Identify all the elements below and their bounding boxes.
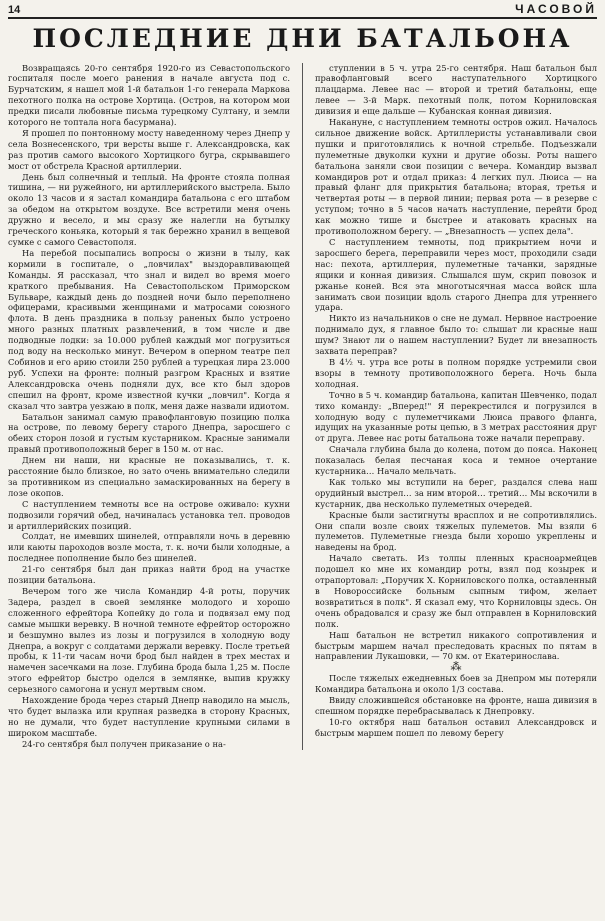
paragraph: Солдат, не имевших шинелей, отправляли ночь в деревню или каюты пароходов возле моста, т. к. ночи были холодные, а последнее пополнение было без шинелей. bbox=[8, 531, 290, 564]
paragraph: После тяжелых ежедневных боев за Днепром мы потеряли Командира батальона и около 1/3 состава. bbox=[315, 673, 597, 695]
paragraph: ступлении в 5 ч. утра 25-го сентября. Наш батальон был правофланговый всего наступательного Хортицкого плацдарма. Левее нас — второй и третий батальоны, еще левее — 3-й Марк. пехотный полк, потом Корниловская дивизия и еще дальше — Кубанская конная дивизия. bbox=[315, 62, 597, 117]
page-header bbox=[8, 2, 597, 19]
paragraph: На перебой посыпались вопросы о жизни в тылу, как кормили в госпитале, о „ловчилах" выздоравливающей Команды. Я рассказал, что знал и видел во время моего краткого пребывания. На Севастопольском Приморском Бульваре, каждый день до поздней ночи было переполнено офицерами, красивыми женщинами и матросами союзного флота. В день праздника в пользу раненых было устроено много разных платных развлечений, в том числе и две подводные лодки: за 10.000 рублей каждый мог погрузиться под воду на несколько минут. Вечером в оперном театре пел Собинов и его арию стоили 250 рублей а турецкая лира 23.000 руб. Успехи на фронте: полный разгром Красных и взятие Александровска очень подняли дух, все кто был здоров спешил на фронт, кроме известной кучки „ловчил". Когда я сказал что завтра уезжаю в полк, меня даже назвали идиотом. bbox=[8, 247, 290, 411]
paragraph: Как только мы вступили на берег, раздался слева наш орудийный выстрел… за ним второй… третий… Мы вскочили в кустарник, два несколько пулеметных очередей. bbox=[315, 476, 597, 509]
paragraph: Днем ни наши, ни красные не показывались, т. к. расстояние было близкое, но зато очень внимательно следили за противником из специально замаскированных на берегу в лозе окопов. bbox=[8, 455, 290, 498]
paragraph: Я прошел по понтонному мосту наведенному через Днепр у села Вознесенского, три версты выше г. Александровска, как раз против самого высокого Хортицкого бугра, скрывавшего мост от обстрела Красной артиллерии. bbox=[8, 127, 290, 171]
journal-title: ЧАСОВОЙ bbox=[515, 2, 597, 16]
page-number: 14 bbox=[8, 4, 21, 16]
paragraph: Начало светать. Из толпы пленных красноармейцев подошел ко мне их командир роты, взял под козырек и отрапортовал: „Поручик Х. Корниловского полка, оставленный в Новороссийске больным сыпным тифом, желает возвратиться в полк". Я сказал ему, что Корниловцы здесь. Он очень обрадовался и сразу же был отправлен в Корниловский полк. bbox=[315, 553, 597, 629]
paragraph: 24-го сентября был получен приказание о на- bbox=[22, 738, 226, 749]
paragraph: День был солнечный и теплый. На фронте стояла полная тишина, — ни ружейного, ни артиллерийского выстрела. Было около 13 часов и я застал командира батальона с его штабом за обедом на открытом воздухе. Все встретили меня очень дружно и весело, и мы сразу же налегли на бутылку греческого коньяка, который я так бережно хранил в вещевой сумке с самого Севастополя. bbox=[8, 171, 290, 247]
paragraph: Накануне, с наступлением темноты остров ожил. Началось сильное движение войск. Артиллеристы устанавливали свои пушки и приготовлялись к ночной стрельбе. Подъезжали пулеметные двуколки кухни и другие обозы. Роты нашего батальона заняли свои позиции с вечера. Командир вызвал командиров рот и отдал приказ: 4 легких пул. Люиса — на правый фланг для прикрытия батальона; вторая, третья и четвертая роты — в первой линии; первая рота — в резерве с уступом; точно в 5 часов начать наступление, перейти брод как можно тише и быстрее и атаковать красных на противоположном берегу. — „Внезапность — успех дела". bbox=[315, 117, 597, 237]
paragraph: С наступлением темноты все на острове оживало: кухни подвозили горячий обед, начиналась установка тел. проводов и артиллерийских позиций. bbox=[8, 498, 290, 531]
right-column bbox=[315, 63, 597, 750]
paragraph: Красные были застигнуты врасплох и не сопротивлялись. Они спали возле своих тяжелых пулеметов. Мы взяли 6 пулеметов. Пулеметные гнезда были хорошо укреплены и наведены на брод. bbox=[315, 509, 597, 553]
article-title: ПОСЛЕДНИЕ ДНИ БАТАЛЬОНА bbox=[32, 24, 573, 53]
paragraph: Батальон занимал самую правофланговую позицию полка на острове, по левому берегу старого Днепра, заросшего с обеих сторон лозой и густым кустарником. Красные занимали правый противоположный берег в 150 м. от нас. bbox=[8, 411, 290, 455]
section-break-dinkus: ⁂ bbox=[450, 660, 462, 674]
paragraph: Сначала глубина была до колена, потом до пояса. Наконец показалась белая песчаная коса и темное очертание кустарника… Начало мельчать. bbox=[315, 444, 597, 477]
paragraph: Никто из начальников о сне не думал. Нервное настроение поднимало дух, я главное было то: слышат ли красные наш шум? Знают ли о нашем наступлении? Будет ли внезапность захвата переправ? bbox=[315, 313, 597, 357]
paragraph: Возвращаясь 20-го сентября 1920-го из Севастопольского госпиталя после моего ранения в начале августа под с. Бурчатским, я нашел мой 1-й батальон 1-го генерала Маркова пехотного полка на острове Хортица. (Остров, на котором мои предки писали любовные письма турецкому Султану, и земли которого не топтала нога басурмана). bbox=[8, 62, 290, 128]
paragraph: В 4½ ч. утра все роты в полном порядке устремили свои взоры в темноту противоположного берега. Ночь была холодная. bbox=[315, 356, 597, 389]
paragraph: 10-го октября наш батальон оставил Александровск и быстрым маршем пошел по левому берегу bbox=[315, 716, 597, 738]
paragraph: Нахождение брода через старый Днепр наводило на мысль, что будет вылазка или крупная разведка в сторону Красных, но не думали, что будет наступление крупными силами в широком масштабе. bbox=[8, 695, 290, 738]
paragraph: С наступлением темноты, под прикрытием ночи и заросшего берега, переправили через мост, проходили сзади нас: пехота, артиллерия, пулеметные тачанки, зарядные ящики и конная дивизия. Слышался шум, скрип повозок и ржанье коней. Вся эта многотысячная масса войск шла занимать свои позиции вдоль старого Днепра для утреннего удара. bbox=[315, 237, 597, 313]
article-body bbox=[8, 63, 597, 750]
left-column bbox=[8, 63, 290, 750]
paragraph: 21-го сентября был дан приказ найти брод на участке позиции батальона. bbox=[8, 564, 290, 586]
paragraph: Вечером того же числа Командир 4-й роты, поручик Задера, раздел в своей землянке молодого и хорошо сложенного ефрейтора Копейку до гола и подвязал ему под самые мышки веревку. В ночной темноте ефрейтор осторожно и безшумно вылез из лозы и погрузился в холодную воду Днепра, а вокруг с солдатами держали веревку. После третьей пробы, к 11-ти часам ночи брод был найден в трех местах и намечен засечками на лозе. Глубина брода была 1,25 м. После этого ефрейтор быстро оделся в землянке, выпив кружку серьезного самогона и уснул мертвым сном. bbox=[8, 586, 290, 695]
paragraph: Наш батальон не встретил никакого сопротивления и быстрым маршем начал преследовать красных по пятам в направлении Лукашовки, — 70 км. от Екатеринослава. bbox=[315, 629, 597, 662]
column-divider bbox=[302, 63, 303, 750]
paragraph: Точно в 5 ч. командир батальона, капитан Шевченко, подал тихо команду: „Вперед!" Я перекрестился и погрузился в холодную воду с пулеметчиками Люиса правого фланга, идущих на указанные роты цепью, в 3 метрах расстояния друг от друга. Левее нас роты батальона тоже начали переправу. bbox=[315, 389, 597, 444]
paragraph: Ввиду сложившейся обстановке на фронте, наша дивизия в спешном порядке перебрасывалась к Днепровку. bbox=[315, 695, 597, 716]
